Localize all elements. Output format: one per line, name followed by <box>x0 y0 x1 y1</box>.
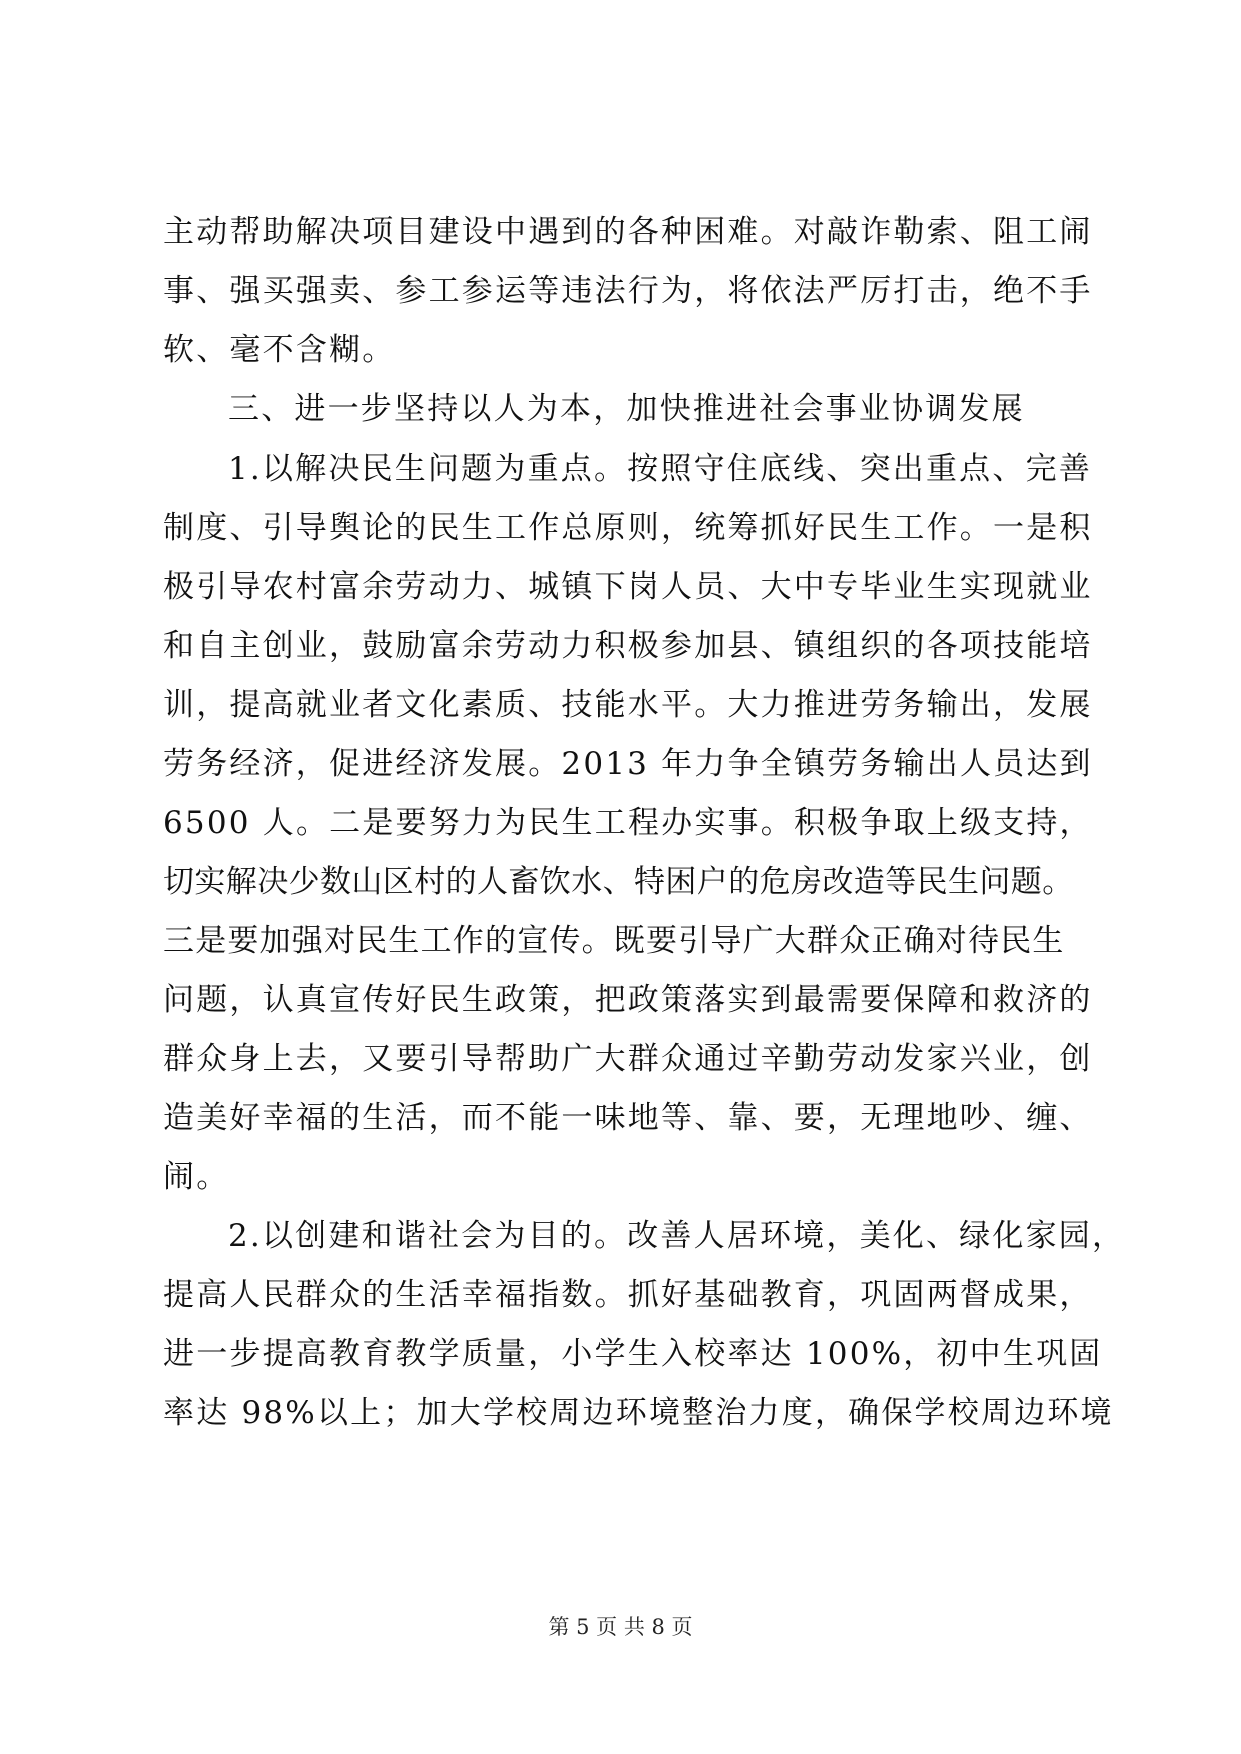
text-line: 事、强买强卖、参工参运等违法行为，将依法严厉打击，绝不手 <box>163 273 1093 309</box>
text-line: 主动帮助解决项目建设中遇到的各种困难。对敲诈勒索、阻工闹 <box>163 214 1093 250</box>
text-line: 6500 人。二是要努力为民生工程办实事。积极争取上级支持， <box>163 805 1093 841</box>
text-line: 切实解决少数山区村的人畜饮水、特困户的危房改造等民生问题。 <box>163 864 1074 900</box>
text-line: 软、毫不含糊。 <box>163 332 396 368</box>
page-number: 第 5 页 共 8 页 <box>548 1615 693 1639</box>
paragraph-first-line: 2.以创建和谐社会为目的。改善人居环境，美化、绿化家园， <box>228 1218 1126 1254</box>
text-line: 造美好幸福的生活，而不能一味地等、靠、要，无理地吵、缠、 <box>163 1100 1093 1136</box>
text-line: 劳务经济，促进经济发展。2013 年力争全镇劳务输出人员达到 <box>163 746 1093 782</box>
text-line: 训，提高就业者文化素质、技能水平。大力推进劳务输出，发展 <box>163 687 1093 723</box>
text-line: 三是要加强对民生工作的宣传。既要引导广大群众正确对待民生 <box>163 923 1065 959</box>
text-line: 进一步提高教育教学质量，小学生入校率达 100%，初中生巩固 <box>163 1336 1103 1372</box>
text-line: 率达 98%以上；加大学校周边环境整治力度，确保学校周边环境 <box>163 1395 1114 1431</box>
text-line: 闹。 <box>163 1159 230 1195</box>
text-line: 群众身上去，又要引导帮助广大群众通过辛勤劳动发家兴业，创 <box>163 1041 1093 1077</box>
paragraph-first-line: 1.以解决民生问题为重点。按照守住底线、突出重点、完善 <box>228 451 1092 487</box>
text-line: 问题，认真宣传好民生政策，把政策落实到最需要保障和救济的 <box>163 982 1093 1018</box>
text-line: 制度、引导舆论的民生工作总原则，统筹抓好民生工作。一是积 <box>163 510 1093 546</box>
section-heading: 三、进一步坚持以人为本，加快推进社会事业协调发展 <box>228 391 1025 427</box>
text-line: 和自主创业，鼓励富余劳动力积极参加县、镇组织的各项技能培 <box>163 628 1093 664</box>
text-line: 提高人民群众的生活幸福指数。抓好基础教育，巩固两督成果， <box>163 1277 1093 1313</box>
text-line: 极引导农村富余劳动力、城镇下岗人员、大中专毕业生实现就业 <box>163 569 1093 605</box>
